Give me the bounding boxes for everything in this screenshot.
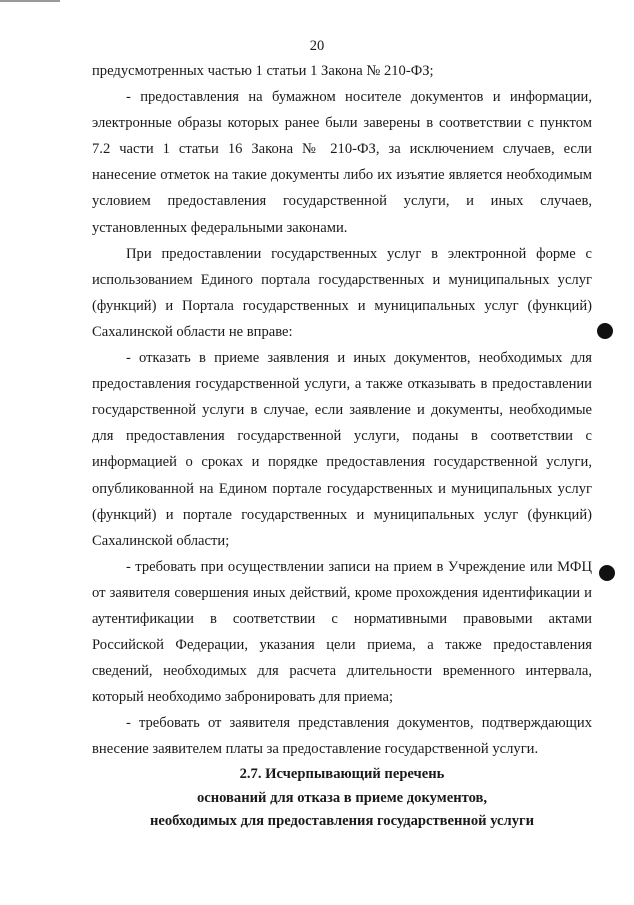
paragraph: - предоставления на бумажном носителе документов и информации, электронные образы которых ранее были заверены в соответствии с пунктом 7.2 части 1 статьи 16 Закона № 210-ФЗ, за исключением случаев, если нанесение отметок на такие документы либо их изъятие является необходимым условием предоставления государственной услуги, и иных случаев, установленных федеральными законами.: [92, 89, 592, 236]
scan-edge-mark: [0, 0, 60, 2]
section-heading: [92, 763, 592, 834]
paragraph: - требовать от заявителя представления документов, подтверждающих внесение заявителем платы за предоставление государственной услуги.: [92, 715, 592, 758]
body-text: [92, 58, 592, 763]
section-heading-line: оснований для отказа в приеме документов,: [196, 789, 488, 806]
punch-hole-mark: [599, 565, 615, 581]
punch-hole-mark: [597, 323, 613, 339]
paragraph: - отказать в приеме заявления и иных документов, необходимых для предоставления государственной услуги, а также отказывать в предоставлении государственной услуги в случае, если заявление и документы, необходимые для предоставления государственной услуги, поданы в соответствии с информацией о сроках и порядке предоставления государственной услуги, опубликованной на Едином портале государственных и муниципальных услуг (функций) и портале государственных и муниципальных услуг (функций) Сахалинской области;: [92, 350, 592, 549]
paragraph: - требовать при осуществлении записи на прием в Учреждение или МФЦ от заявителя совершения иных действий, кроме прохождения идентификации и аутентификации в соответствии с нормативными правовыми актами Российской Федерации, указания цели приема, а также предоставления сведений, необходимых для расчета длительности временного интервала, который необходимо забронировать для приема;: [92, 558, 592, 706]
paragraph: предусмотренных частью 1 статьи 1 Закона № 210-ФЗ;: [92, 63, 434, 79]
paragraph: При предоставлении государственных услуг в электронной форме с использованием Единого портала государственных и муниципальных услуг (функций) и Портала государственных и муниципальных услуг (функций) Сахалинской области не вправе:: [92, 245, 592, 340]
page-number: 20: [309, 38, 325, 54]
section-heading-line: необходимых для предоставления государственной услуги: [149, 813, 535, 829]
section-heading-line: 2.7. Исчерпывающий перечень: [239, 766, 445, 782]
